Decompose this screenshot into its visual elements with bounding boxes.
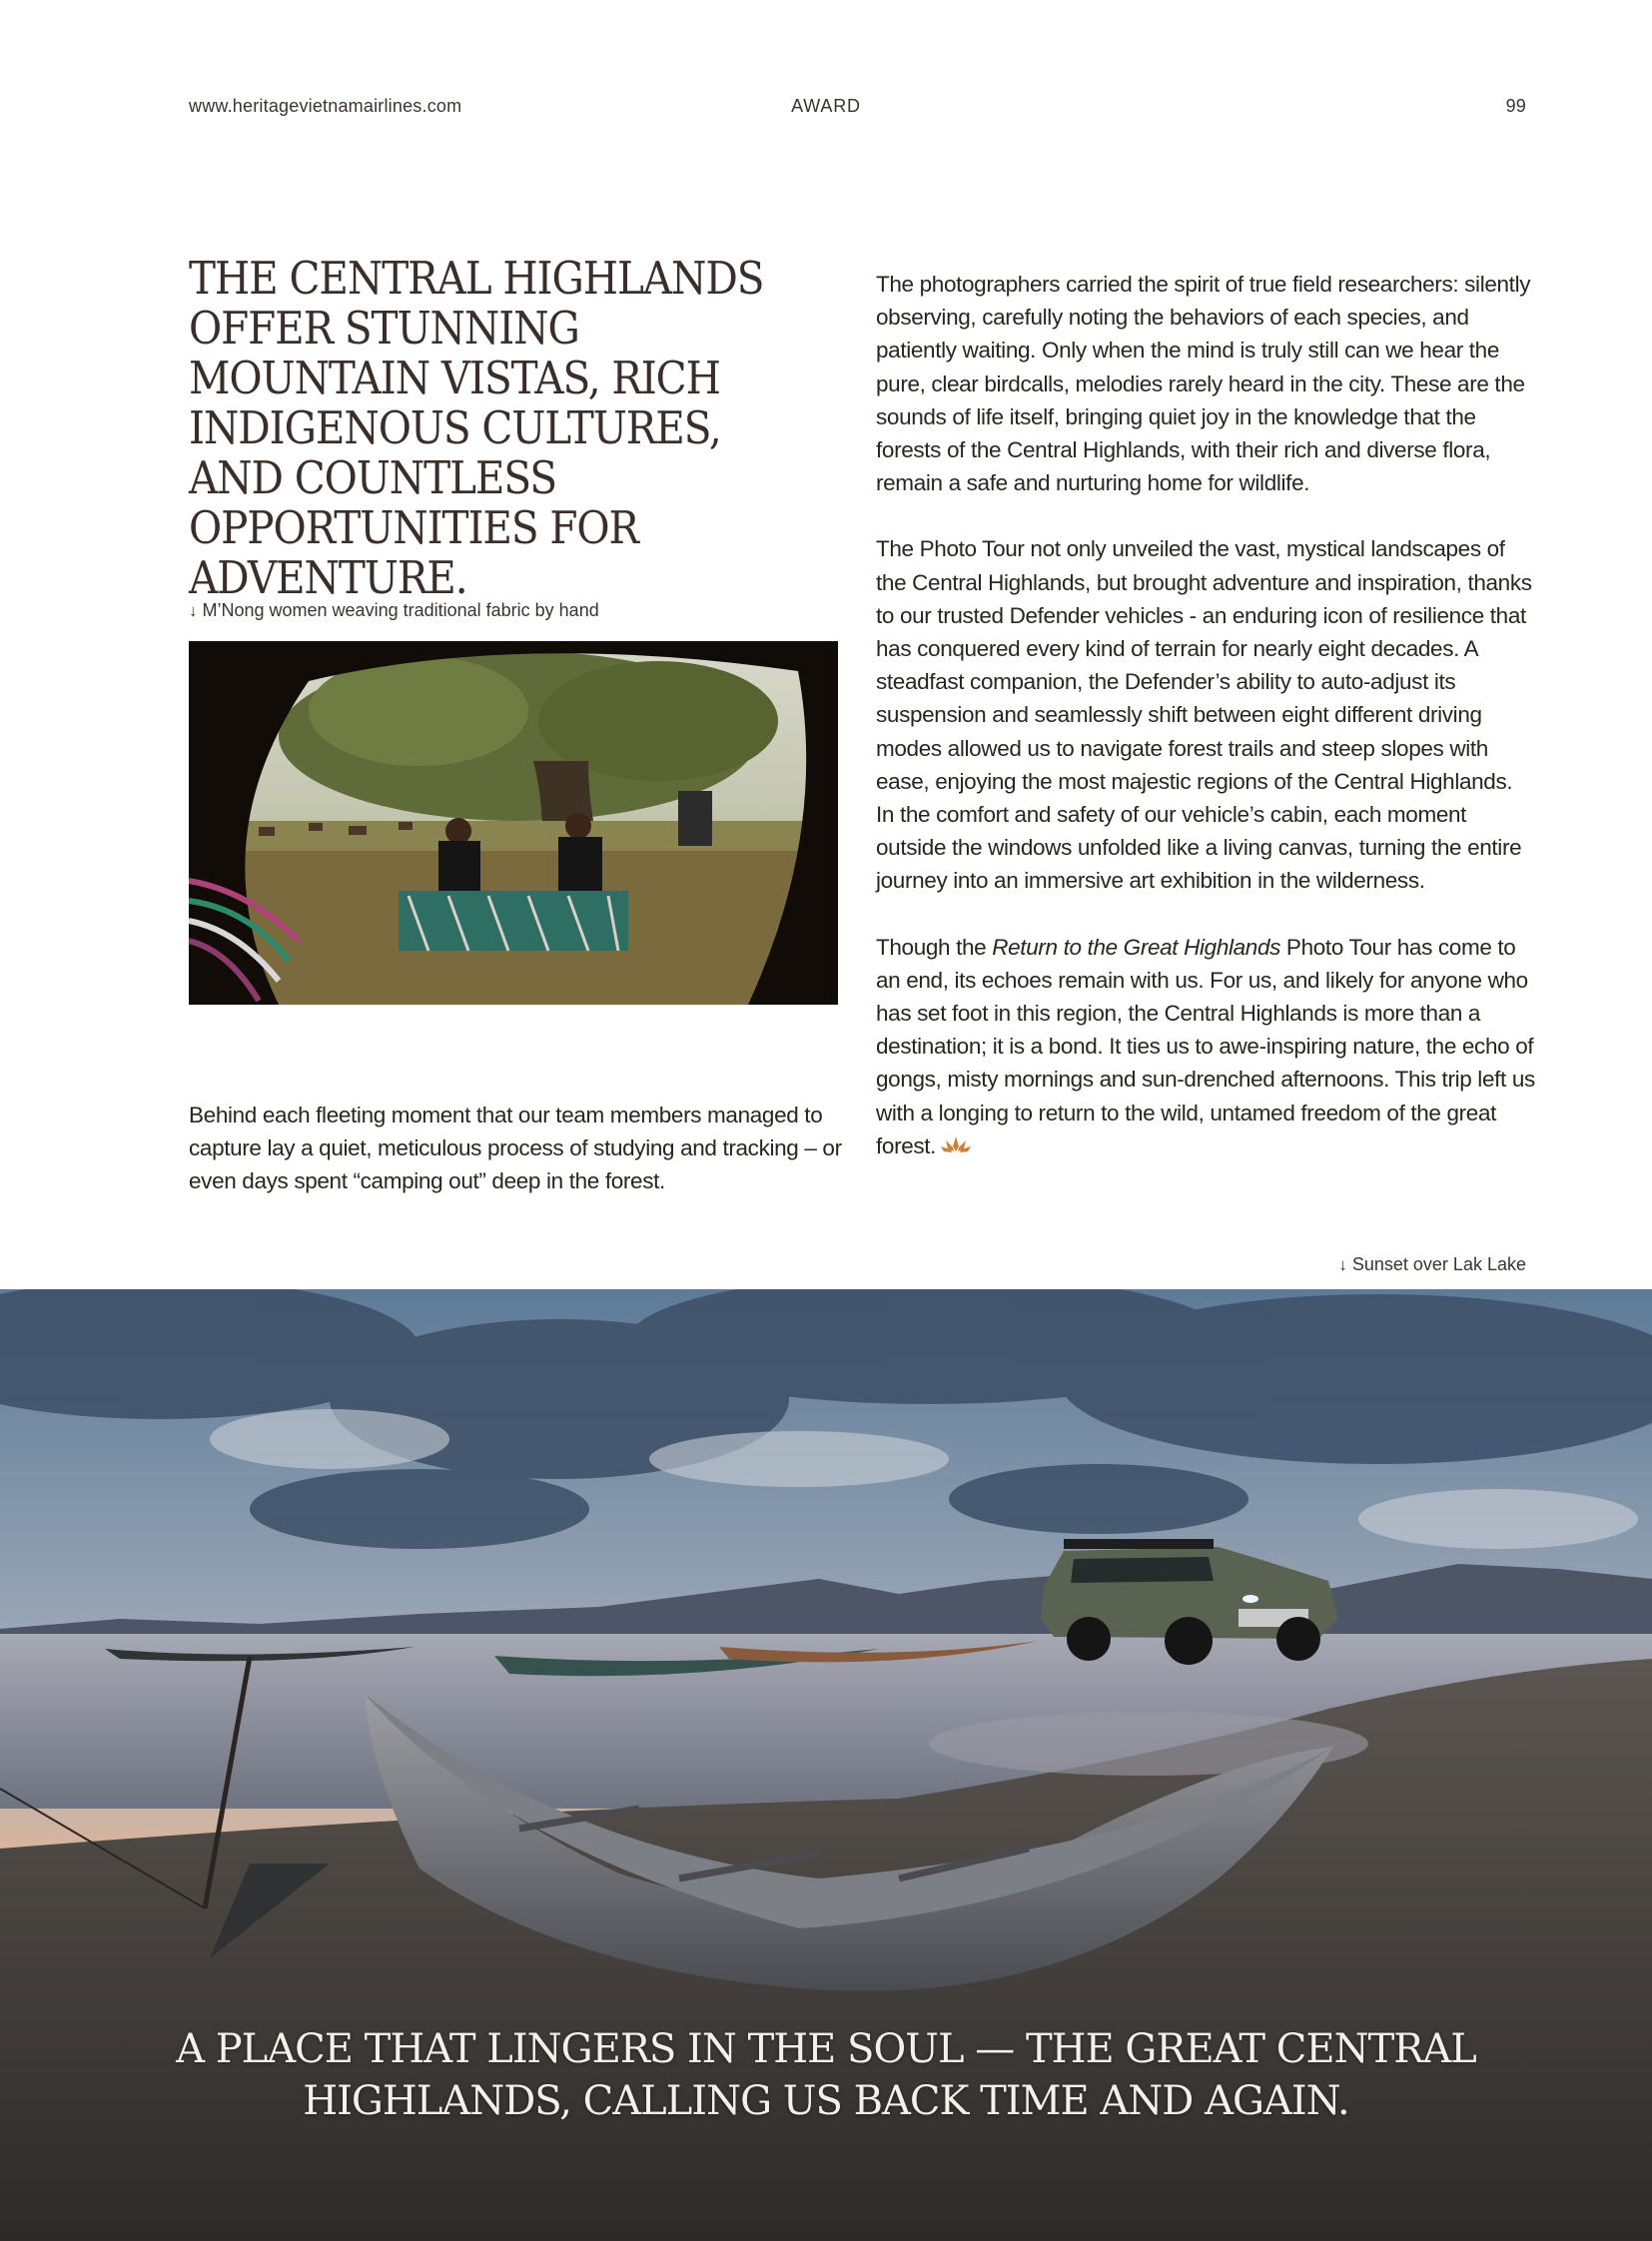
weaving-caption-text: M’Nong women weaving traditional fabric by hand <box>202 600 599 620</box>
pull-quote-line-2: HIGHLANDS, CALLING US BACK TIME AND AGAIN. <box>303 2078 1349 2124</box>
left-paragraph: Behind each fleeting moment that our team members managed to capture lay a quiet, meticulous process of studying and tracking – or even days spent “camping out” deep in the forest. <box>189 1103 842 1194</box>
headline: THE CENTRAL HIGHLANDS OFFER STUNNING MOUNTAIN VISTAS, RICH INDIGENOUS CULTURES, AND COUNTLESS OPPORTUNITIES FOR ADVENTURE. <box>189 252 764 604</box>
pull-quote <box>0 2023 1652 2127</box>
arrow-down-icon: ↓ <box>189 601 198 620</box>
paragraph-3-prefix: Though the <box>876 934 993 960</box>
tour-title: Return to the Great Highlands <box>992 934 1281 960</box>
site-url: www.heritagevietnamairlines.com <box>189 96 462 116</box>
right-paragraph-2: The Photo Tour not only unveiled the vast, mystical landscapes of the Central Highlands, but brought adventure and inspiration, thanks to our trusted Defender vehicles - an enduring icon of resilience that has conquered every kind of terrain for nearly eight decades. A steadfast companion, the Defender’s ability to auto-adjust its suspension and seamlessly shift between eight different driving modes allowed us to navigate forest trails and steep slopes with ease, enjoying the most majestic regions of the Central Highlands. In the comfort and safety of our vehicle’s cabin, each moment outside the windows unfolded like a living canvas, turning the entire journey into an immersive art exhibition in the wilderness. <box>876 536 1532 894</box>
section-label: AWARD <box>791 96 861 116</box>
weaving-photo <box>189 641 838 1005</box>
right-paragraph-1: The photographers carried the spirit of true field researchers: silently observing, carefully noting the behaviors of each species, and patiently waiting. Only when the mind is truly still can we hear the pure, clear birdcalls, melodies rarely heard in the city. These are the sounds of life itself, bringing quiet joy in the knowledge that the forests of the Central Highlands, with their rich and diverse flora, remain a safe and nurturing home for wildlife. <box>876 272 1531 496</box>
pull-quote-line-1: A PLACE THAT LINGERS IN THE SOUL — THE GREAT CENTRAL <box>176 2026 1476 2072</box>
page-number: 99 <box>1505 96 1526 116</box>
weaving-caption <box>189 600 599 621</box>
paragraph-3-rest: Photo Tour has come to an end, its echoes remain with us. For us, and likely for anyone who has set foot in this region, the Central Highlands is more than a destination; it is a bond. It ties us to awe-inspiring nature, the echo of gongs, misty mornings and sun-drenched afternoons. This trip left us with a longing to return to the wild, untamed freedom of the great forest. <box>876 934 1535 1158</box>
arrow-down-icon: ↓ <box>1338 1255 1347 1274</box>
right-column <box>876 268 1535 1197</box>
lotus-icon <box>940 1130 972 1163</box>
sunset-caption-text: Sunset over Lak Lake <box>1351 1254 1526 1274</box>
right-paragraph-3 <box>876 931 1535 1164</box>
sunset-caption <box>1338 1254 1526 1275</box>
